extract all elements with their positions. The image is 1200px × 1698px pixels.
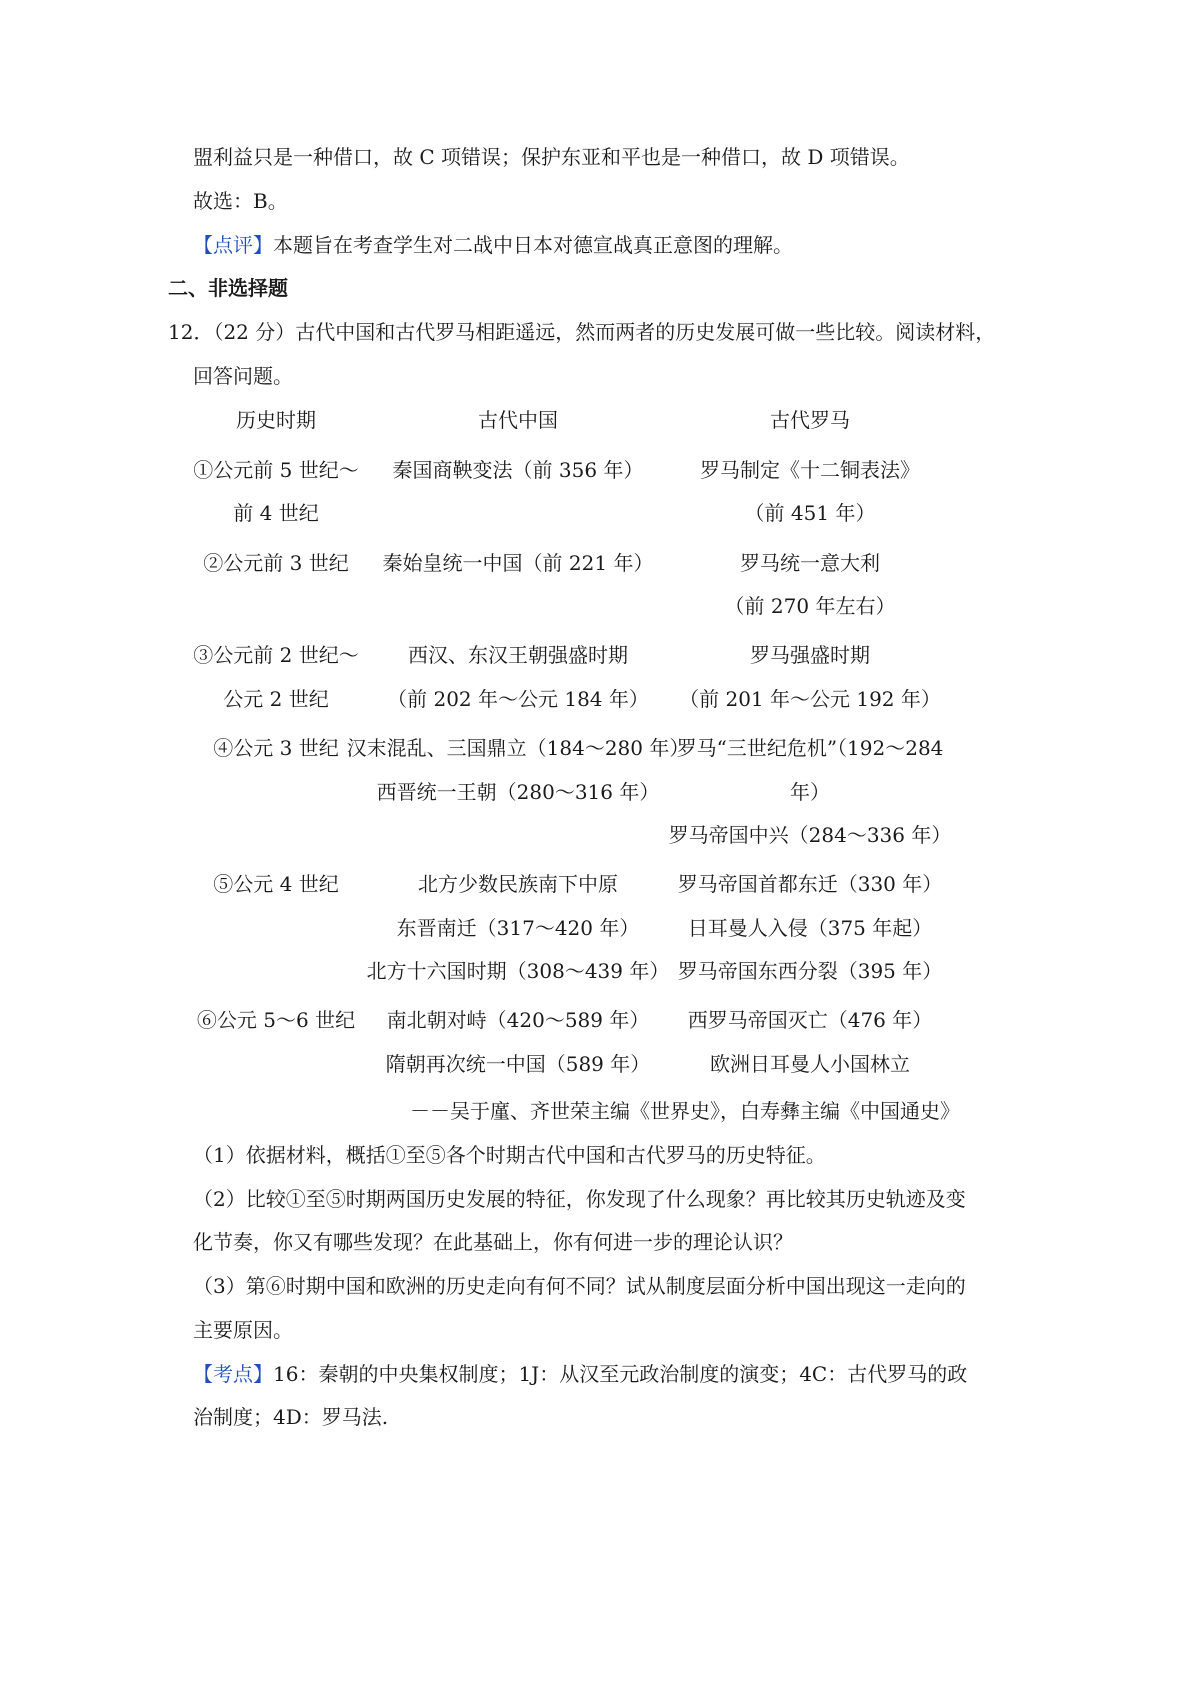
table-cell-china: 南北朝对峙（420～589 年） — [386, 1008, 650, 1032]
kaodian-line-2: 治制度；4D：罗马法. — [193, 1405, 389, 1429]
table-cell-china: 西晋统一王朝（280～316 年） — [376, 780, 660, 804]
question-line-2: 回答问题。 — [193, 364, 293, 388]
table-cell-rome: 罗马帝国东西分裂（395 年） — [677, 959, 943, 983]
table-cell-rome: （前 270 年左右） — [724, 594, 896, 618]
table-cell-china: 秦始皇统一中国（前 221 年） — [382, 551, 654, 575]
subquestion-3-line-1: （3）第⑥时期中国和欧洲的历史走向有何不同？试从制度层面分析中国出现这一走向的 — [193, 1274, 966, 1298]
table-cell-period: ⑤公元 4 世纪 — [213, 872, 339, 896]
table-cell-rome: 罗马帝国首都东迁（330 年） — [677, 872, 943, 896]
subquestion-1: （1）依据材料，概括①至⑤各个时期古代中国和古代罗马的历史特征。 — [193, 1143, 826, 1167]
kaodian-text: 16：秦朝的中央集权制度；1J：从汉至元政治制度的演变；4C：古代罗马的政 — [273, 1362, 968, 1386]
table-cell-rome: 西罗马帝国灭亡（476 年） — [687, 1008, 933, 1032]
table-cell-rome: 罗马帝国中兴（284～336 年） — [668, 823, 952, 847]
kaodian-line-1 — [193, 1360, 967, 1388]
question-line-1: 12．（22 分）古代中国和古代罗马相距遥远，然而两者的历史发展可做一些比较。阅读材料， — [168, 320, 996, 344]
table-cell-rome: （前 451 年） — [744, 501, 876, 525]
answer-line: 故选：B。 — [193, 189, 288, 213]
table-cell-china: 北方十六国时期（308～439 年） — [366, 959, 670, 983]
comment-text: 本题旨在考查学生对二战中日本对德宣战真正意图的理解。 — [273, 233, 793, 257]
table-cell-china: 汉末混乱、三国鼎立（184～280 年） — [346, 736, 690, 760]
table-cell-rome: 年） — [790, 780, 830, 804]
table-header-period: 历史时期 — [236, 408, 316, 432]
subquestion-2-line-1: （2）比较①至⑤时期两国历史发展的特征，你发现了什么现象？再比较其历史轨迹及变 — [193, 1187, 966, 1211]
table-source: －－吴于廑、齐世荣主编《世界史》，白寿彝主编《中国通史》 — [410, 1099, 960, 1123]
table-cell-rome: 欧洲日耳曼人小国林立 — [710, 1052, 910, 1076]
table-cell-period: ⑥公元 5～6 世纪 — [196, 1008, 356, 1032]
table-cell-period: ②公元前 3 世纪 — [203, 551, 349, 575]
table-cell-china: （前 202 年～公元 184 年） — [387, 687, 649, 711]
table-cell-china: 东晋南迁（317～420 年） — [396, 916, 640, 940]
table-cell-period: 前 4 世纪 — [233, 501, 319, 525]
intro-line: 盟利益只是一种借口，故 C 项错误；保护东亚和平也是一种借口，故 D 项错误。 — [193, 145, 910, 169]
subquestion-2-line-2: 化节奏，你又有哪些发现？在此基础上，你有何进一步的理论认识？ — [193, 1230, 793, 1254]
subquestion-3-line-2: 主要原因。 — [193, 1318, 293, 1342]
table-cell-rome: 罗马制定《十二铜表法》 — [700, 458, 920, 482]
table-cell-rome: 罗马统一意大利 — [740, 551, 880, 575]
table-cell-period: ④公元 3 世纪 — [213, 736, 339, 760]
table-cell-rome: （前 201 年～公元 192 年） — [679, 687, 941, 711]
comment-tag: 【点评】 — [193, 233, 273, 257]
kaodian-tag: 【考点】 — [193, 1362, 273, 1386]
table-cell-rome: 罗马“三世纪危机”（192～284 — [676, 736, 944, 760]
table-cell-rome: 日耳曼人入侵（375 年起） — [687, 916, 933, 940]
table-cell-rome: 罗马强盛时期 — [750, 643, 870, 667]
table-cell-period: ①公元前 5 世纪～ — [193, 458, 359, 482]
table-header-china: 古代中国 — [478, 408, 558, 432]
section-title: 二、非选择题 — [168, 276, 288, 300]
table-cell-china: 秦国商鞅变法（前 356 年） — [392, 458, 644, 482]
table-cell-china: 北方少数民族南下中原 — [418, 872, 618, 896]
table-cell-period: 公元 2 世纪 — [223, 687, 329, 711]
table-cell-china: 隋朝再次统一中国（589 年） — [385, 1052, 651, 1076]
table-cell-china: 西汉、东汉王朝强盛时期 — [408, 643, 628, 667]
table-cell-period: ③公元前 2 世纪～ — [193, 643, 359, 667]
table-header-rome: 古代罗马 — [770, 408, 850, 432]
comment-line — [193, 231, 793, 259]
